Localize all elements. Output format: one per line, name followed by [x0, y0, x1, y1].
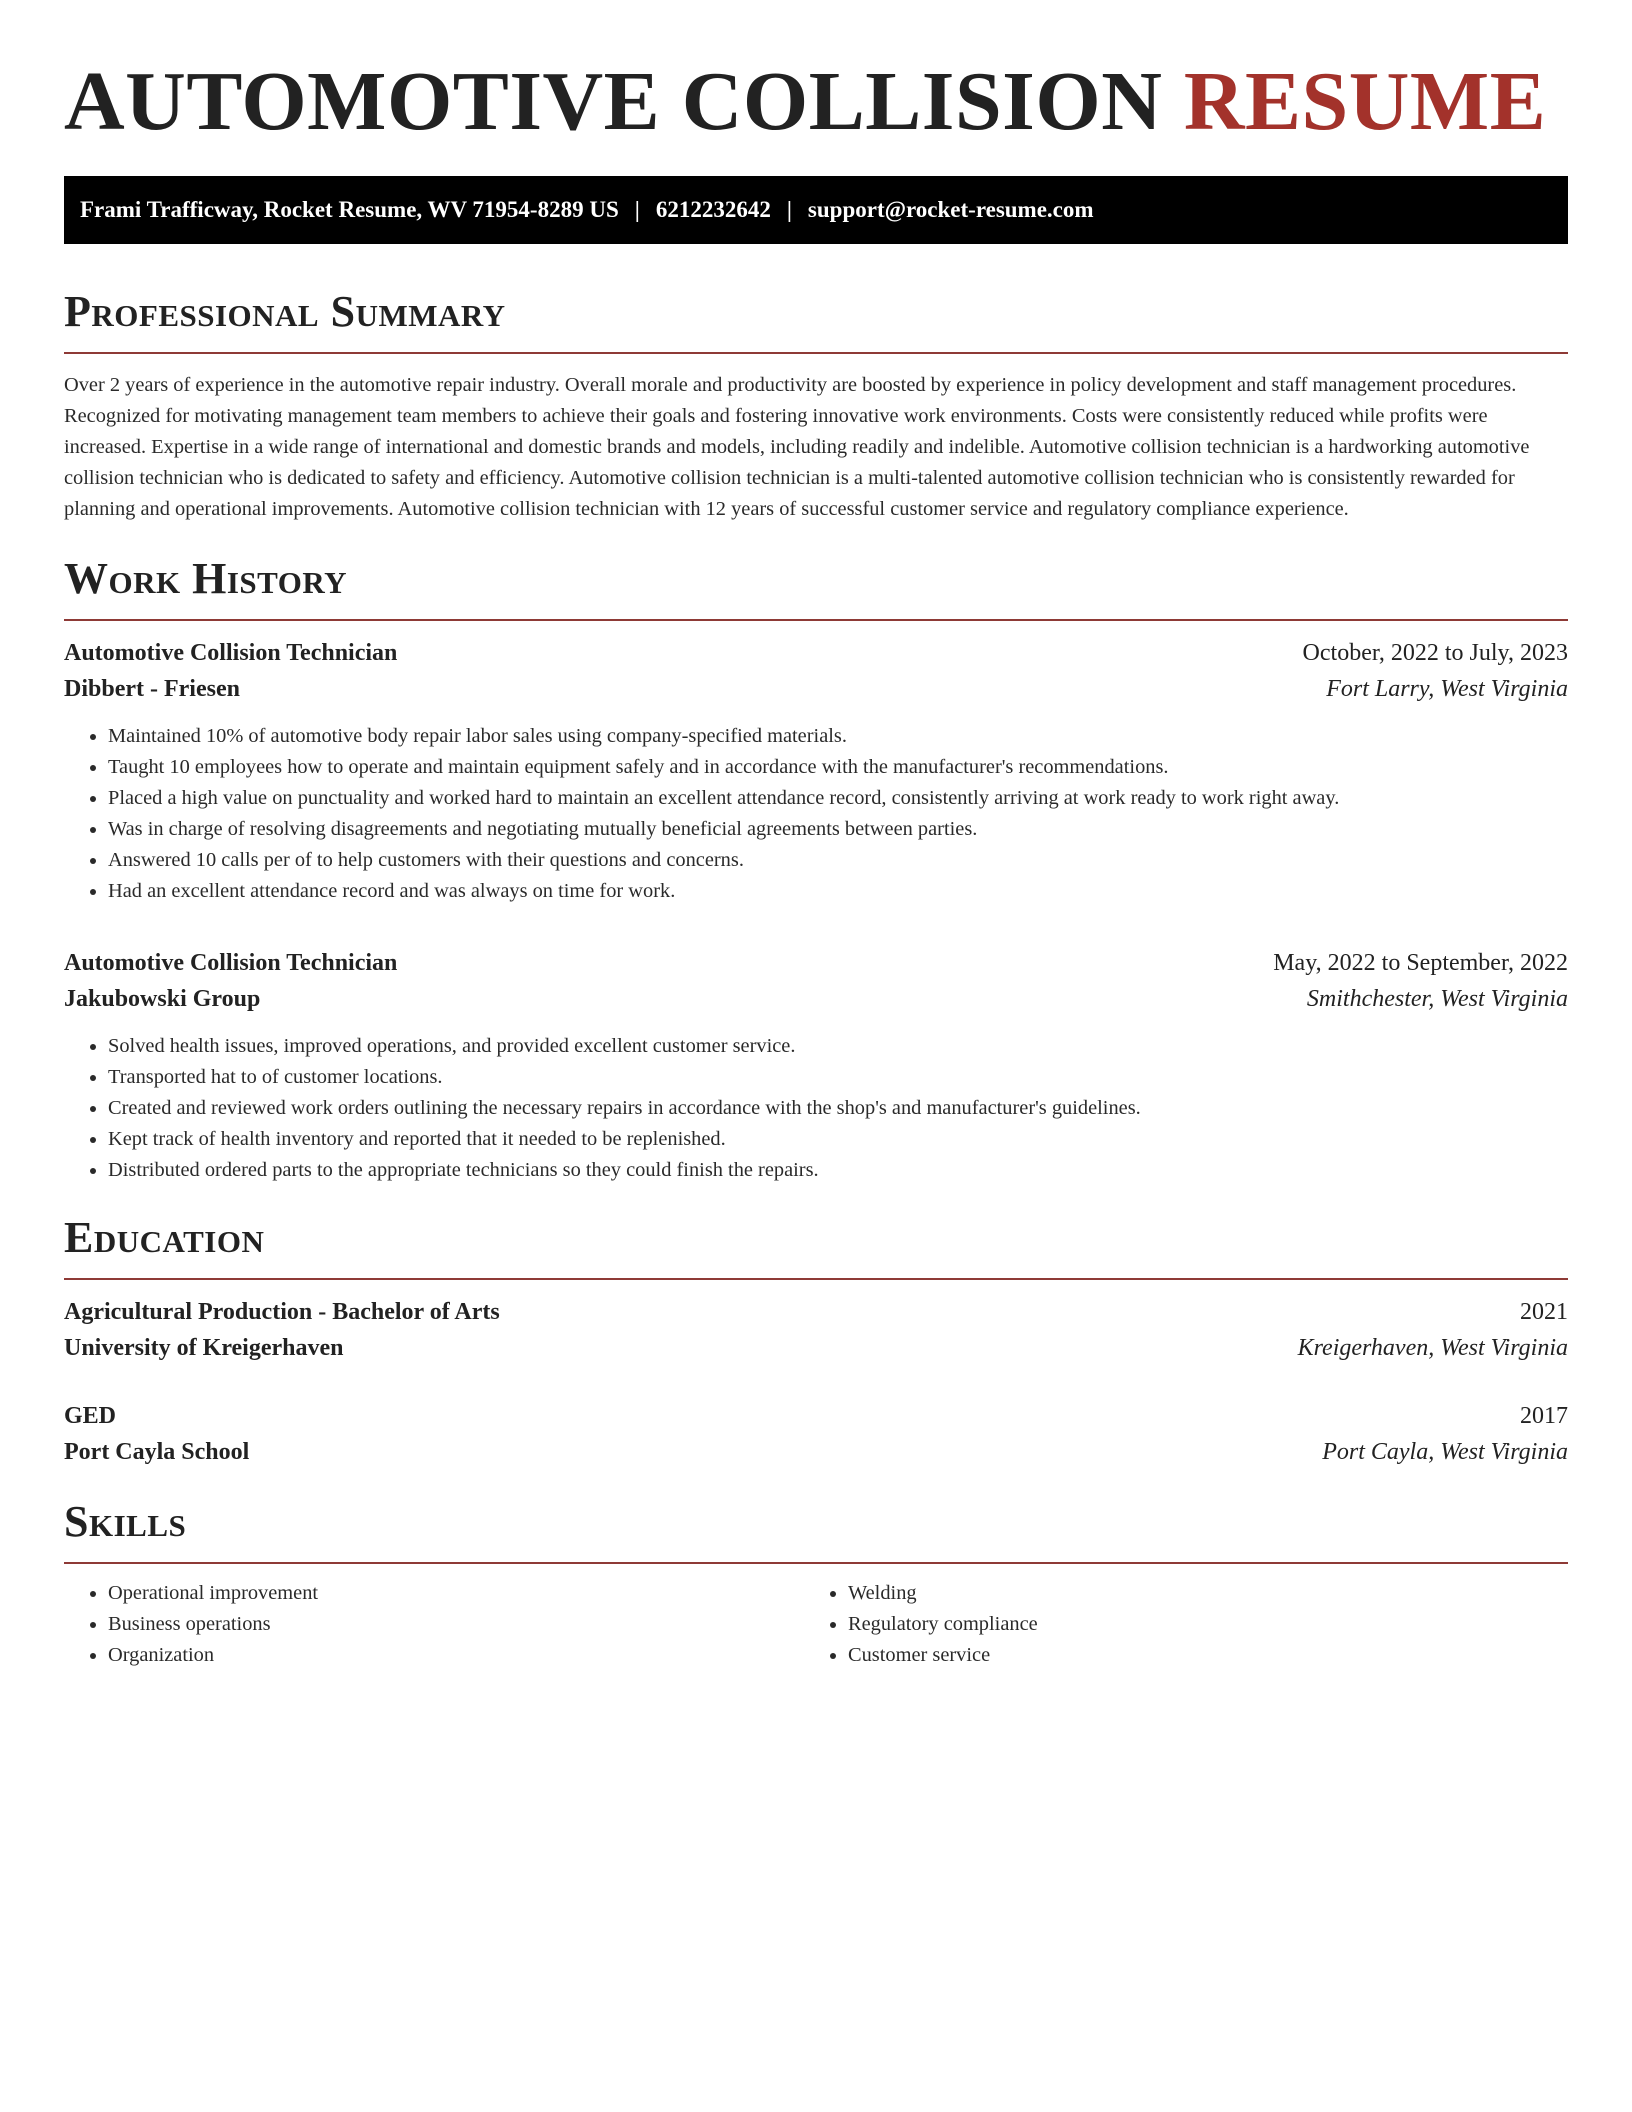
- skill-item: • Business operations: [108, 1609, 804, 1640]
- skills-column-right: [804, 1578, 1544, 1671]
- contact-phone[interactable]: 6212232642: [655, 197, 771, 222]
- section-divider: [64, 1562, 1568, 1564]
- skills-list: [804, 1578, 1544, 1671]
- job-bullet: • Created and reviewed work orders outlining the necessary repairs in accordance with the shop's and manufacturer's guidelines.: [108, 1093, 1568, 1124]
- skills-column-left: [64, 1578, 804, 1671]
- skill-item: • Regulatory compliance: [848, 1609, 1544, 1640]
- job-company: Jakubowski Group: [64, 986, 261, 1012]
- resume-page: [64, 0, 1568, 1671]
- work-history-heading: Work History: [64, 554, 348, 603]
- job-bullet: • Placed a high value on punctuality and worked hard to maintain an excellent attendance record, consistently arriving at work ready to work right away.: [108, 783, 1568, 814]
- skills-grid: [64, 1578, 1568, 1671]
- job-bullet: • Answered 10 calls per of to help customers with their questions and concerns.: [108, 845, 1568, 876]
- job-bullet: • Had an excellent attendance record and was always on time for work.: [108, 876, 1568, 907]
- education-school: University of Kreigerhaven: [64, 1335, 344, 1361]
- education-year: 2017: [1520, 1403, 1568, 1429]
- job-location: Fort Larry, West Virginia: [1326, 676, 1568, 702]
- skill-item: • Customer service: [848, 1640, 1544, 1671]
- education-entry: [64, 1398, 1568, 1470]
- education-school-row: [64, 1330, 1568, 1366]
- job-bullet: • Solved health issues, improved operations, and provided excellent customer service.: [108, 1031, 1568, 1062]
- title-main: AUTOMOTIVE COLLISION: [64, 55, 1163, 148]
- job-entry: [64, 635, 1568, 907]
- title-accent: RESUME: [1183, 55, 1547, 148]
- education-location: Kreigerhaven, West Virginia: [1297, 1335, 1568, 1361]
- education-entry: [64, 1294, 1568, 1366]
- education-degree: Agricultural Production - Bachelor of Arts: [64, 1299, 500, 1325]
- skill-item: • Organization: [108, 1640, 804, 1671]
- job-bullet-list: [64, 1031, 1568, 1186]
- job-dates: October, 2022 to July, 2023: [1302, 640, 1568, 666]
- job-bullet-list: [64, 721, 1568, 907]
- contact-bar: [64, 176, 1568, 244]
- work-history-section: [64, 553, 1568, 1186]
- job-bullet: • Taught 10 employees how to operate and maintain equipment safely and in accordance with the manufacturer's recommendations.: [108, 752, 1568, 783]
- skills-section: [64, 1496, 1568, 1671]
- contact-address: Frami Trafficway, Rocket Resume, WV 71954-8289 US: [80, 197, 619, 222]
- skill-item: • Operational improvement: [108, 1578, 804, 1609]
- section-divider: [64, 619, 1568, 621]
- job-bullet: • Distributed ordered parts to the appropriate technicians so they could finish the repairs.: [108, 1155, 1568, 1186]
- job-bullet: • Transported hat to of customer locations.: [108, 1062, 1568, 1093]
- job-dates: May, 2022 to September, 2022: [1273, 950, 1568, 976]
- job-bullet: • Maintained 10% of automotive body repair labor sales using company-specified materials.: [108, 721, 1568, 752]
- education-heading: Education: [64, 1213, 265, 1262]
- job-company: Dibbert - Friesen: [64, 676, 240, 702]
- section-divider: [64, 1278, 1568, 1280]
- job-location: Smithchester, West Virginia: [1306, 986, 1568, 1012]
- education-degree-row: [64, 1398, 1568, 1434]
- skills-list: [64, 1578, 804, 1671]
- education-degree-row: [64, 1294, 1568, 1330]
- education-school-row: [64, 1434, 1568, 1470]
- education-section: [64, 1212, 1568, 1470]
- job-title: Automotive Collision Technician: [64, 640, 398, 666]
- section-divider: [64, 352, 1568, 354]
- job-company-row: [64, 981, 1568, 1017]
- job-company-row: [64, 671, 1568, 707]
- summary-heading: Professional Summary: [64, 287, 506, 336]
- education-school: Port Cayla School: [64, 1439, 250, 1465]
- skill-item: • Welding: [848, 1578, 1544, 1609]
- job-bullet: • Was in charge of resolving disagreements and negotiating mutually beneficial agreements between parties.: [108, 814, 1568, 845]
- contact-separator: |: [786, 197, 792, 222]
- resume-title: [64, 0, 1568, 152]
- contact-email[interactable]: support@rocket-resume.com: [807, 197, 1094, 222]
- summary-section: [64, 286, 1568, 525]
- job-header-row: [64, 945, 1568, 981]
- job-header-row: [64, 635, 1568, 671]
- job-bullet: • Kept track of health inventory and reported that it needed to be replenished.: [108, 1124, 1568, 1155]
- skills-heading: Skills: [64, 1497, 187, 1546]
- education-degree: GED: [64, 1403, 117, 1429]
- job-entry: [64, 945, 1568, 1186]
- summary-text: Over 2 years of experience in the automotive repair industry. Overall morale and productivity are boosted by experience in policy development and staff management procedures. Recognized for motivating management team members to achieve their goals and fostering innovative work environments. Costs were consistently reduced while profits were increased. Expertise in a wide range of international and domestic brands and models, including readily and indelible. Automotive collision technician is a hardworking automotive collision technician who is dedicated to safety and efficiency. Automotive collision technician is a multi-talented automotive collision technician who is consistently rewarded for planning and operational improvements. Automotive collision technician with 12 years of successful customer service and regulatory compliance experience.: [64, 374, 1530, 520]
- education-year: 2021: [1520, 1299, 1568, 1325]
- job-title: Automotive Collision Technician: [64, 950, 398, 976]
- education-location: Port Cayla, West Virginia: [1322, 1439, 1568, 1465]
- contact-separator: |: [634, 197, 640, 222]
